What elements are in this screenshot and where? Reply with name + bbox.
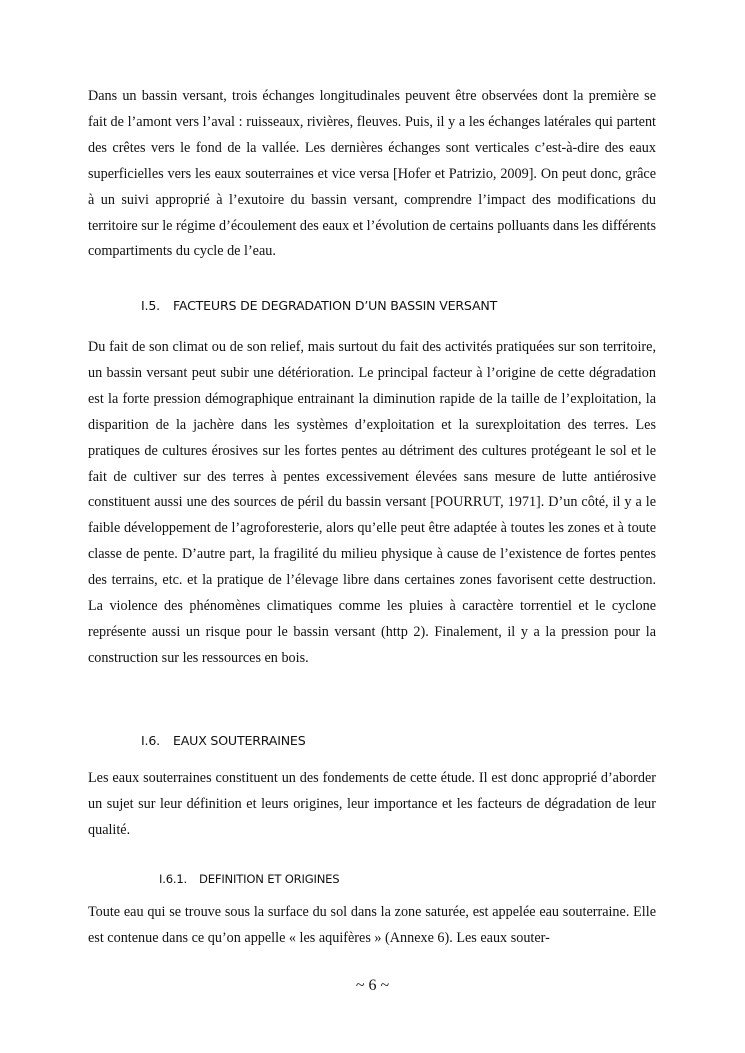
subsection-title: DEFINITION ET ORIGINES	[199, 872, 340, 886]
paragraph-eaux-souterraines-intro: Les eaux souterraines constituent un des fondements de cette étude. Il est donc approprié d’aborder un sujet sur leur définition et leurs origines, leur importance et les facteurs de dégradation de leur qualité.	[88, 770, 656, 838]
paragraph-facteurs-degradation: Du fait de son climat ou de son relief, mais surtout du fait des activités pratiquées sur son territoire, un bassin versant peut subir une détérioration. Le principal facteur à l’origine de cette dégradation est la forte pression démographique entrainant la diminution rapide de la taille de l’exploitation, la disparition de la jachère dans les systèmes d’exploitation et la surexploitation des terres. Les pratiques de cultures érosives sur les fortes pentes au détriment des cultures protégeant le sol et le fait de cultiver sur des terres à pentes excessivement élevées sans mesure de lutte antiérosive constituent aussi une des sources de péril du bassin versant [POURRUT, 1971]. D’un côté, il y a le faible développement de l’agroforesterie, alors qu’elle peut être adaptée à toutes les zones et à toute classe de pente. D’autre part, la fragilité du milieu physique à cause de l’existence de fortes pentes des terrains, etc. et la pratique de l’élevage libre dans certaines zones favorisent cette destruction. La violence des phénomènes climatiques comme les pluies à caractère torrentiel et le cyclone représente aussi un risque pour le bassin versant (http 2). Finalement, il y a la pression pour la construction sur les ressources en bois.	[88, 339, 656, 666]
paragraph-definition: Toute eau qui se trouve sous la surface du sol dans la zone saturée, est appelée eau souterraine. Elle est contenue dans ce qu’on appelle « les aquifères » (Annexe 6). Les eaux souter-	[88, 904, 656, 946]
paragraph-bassin-echanges: Dans un bassin versant, trois échanges longitudinales peuvent être observées dont la première se fait de l’amont vers l’aval : ruisseaux, rivières, fleuves. Puis, il y a les échanges latérales qui partent des crêtes vers le fond de la vallée. Les dernières échanges sont verticales c’est-à-dire des eaux superficielles vers les eaux souterraines et vice versa [Hofer et Patrizio, 2009]. On peut donc, grâce à un suivi approprié à l’exutoire du bassin versant, comprendre l’impact des modifications du territoire sur le régime d’écoulement des eaux et l’évolution de certains polluants dans les différents compartiments du cycle de l’eau.	[88, 88, 656, 260]
subsection-number: I.6.1.	[159, 872, 188, 886]
page-number: ~ 6 ~	[355, 977, 390, 994]
section-number: I.5.	[141, 298, 160, 313]
section-heading-1-5	[141, 298, 497, 313]
section-heading-1-6	[141, 733, 306, 748]
section-title: FACTEURS DE DEGRADATION D’UN BASSIN VERSANT	[173, 298, 498, 313]
section-number: I.6.	[141, 733, 160, 748]
subsection-heading-1-6-1	[159, 872, 339, 886]
section-title: EAUX SOUTERRAINES	[173, 733, 306, 748]
